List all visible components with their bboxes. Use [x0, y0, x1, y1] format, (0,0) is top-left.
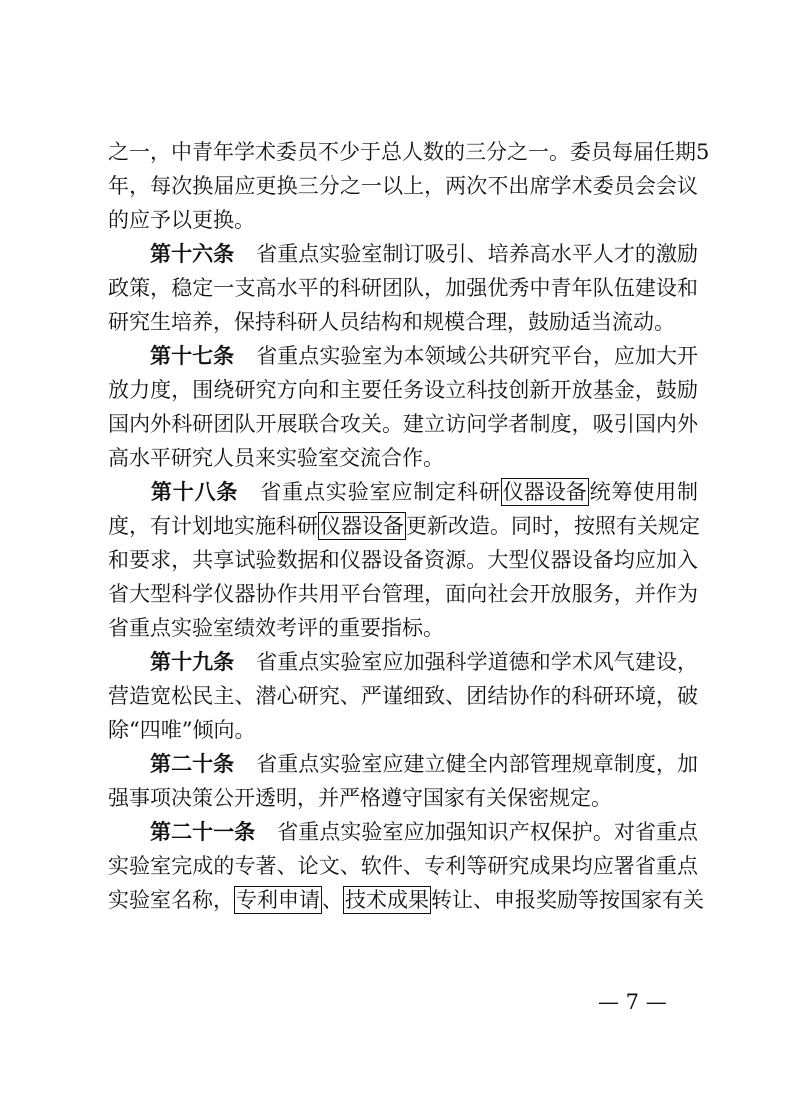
article-20-line: [108, 747, 698, 781]
text-line: [108, 135, 710, 169]
line-text: 省重点实验室应建立健全内部管理规章制度，加: [256, 752, 699, 776]
document-body: [108, 135, 710, 917]
text-line: [108, 543, 698, 577]
text-line: [108, 203, 698, 237]
text-line: [108, 271, 698, 305]
article-19-line: [108, 645, 698, 679]
line-text: 度，有计划地实施科研: [108, 514, 318, 538]
text-line: [108, 883, 704, 917]
line-text: 之一，中青年学术委员不少于总人数的三分之一。委员每届任期5: [108, 140, 710, 164]
line-text: 省重点实验室为本领域公共研究平台，应加大开: [256, 344, 699, 368]
boxed-term: 仪器设备: [502, 480, 587, 504]
line-text: 实验室完成的专著、论文、软件、专利等研究成果均应署省重点: [108, 854, 698, 878]
line-text: 研究生培养，保持科研人员结构和规模合理，鼓励适当流动。: [108, 310, 675, 334]
text-line: [108, 441, 698, 475]
line-text: 营造宽松民主、潜心研究、严谨细致、团结协作的科研环境，破: [108, 684, 698, 708]
line-text: 实验室名称，: [108, 888, 234, 912]
line-text: 年，每次换届应更换三分之一以上，两次不出席学术委员会会议: [108, 174, 698, 198]
line-text: 国内外科研团队开展联合攻关。建立访问学者制度，吸引国内外: [108, 412, 698, 436]
article-heading: 第二十条: [150, 752, 235, 776]
text-line: [108, 305, 698, 339]
line-text: 和要求，共享试验数据和仪器设备资源。大型仪器设备均应加入: [108, 548, 698, 572]
article-heading: 第十七条: [150, 344, 235, 368]
article-21-line: [108, 815, 698, 849]
article-18-line: [108, 475, 698, 509]
boxed-term: 专利申请: [236, 888, 320, 912]
article-16-line: [108, 237, 698, 271]
line-text: 省重点实验室应加强知识产权保护。对省重点: [277, 820, 699, 844]
article-heading: 第十九条: [150, 650, 235, 674]
article-heading: 第十六条: [150, 242, 235, 266]
text-line: [108, 373, 698, 407]
line-text: 更新改造。同时，按照有关规定: [406, 514, 700, 538]
text-line: [108, 781, 698, 815]
line-text: 省重点实验室应加强科学道德和学术风气建设，: [256, 650, 699, 674]
line-text: 高水平研究人员来实验室交流合作。: [108, 446, 444, 470]
text-line: [108, 679, 698, 713]
text-line: [108, 849, 698, 883]
boxed-term: 仪器设备: [320, 514, 404, 538]
line-text: 统筹使用制: [588, 480, 699, 504]
text-line: [108, 577, 698, 611]
line-text: 省重点实验室制订吸引、培养高水平人才的激励: [256, 242, 699, 266]
line-text: 强事项决策公开透明，并严格遵守国家有关保密规定。: [108, 786, 612, 810]
text-line: [108, 509, 698, 543]
line-text: 转让、申报奖励等按国家有关: [431, 888, 704, 912]
line-text: 、: [322, 888, 343, 912]
line-text: 政策，稳定一支高水平的科研团队，加强优秀中青年队伍建设和: [108, 276, 698, 300]
text-line: [108, 407, 698, 441]
article-17-line: [108, 339, 698, 373]
article-heading: 第十八条: [150, 480, 239, 504]
text-line: [108, 611, 698, 645]
line-text: 的应予以更换。: [108, 208, 255, 232]
text-line: [108, 713, 698, 747]
boxed-term: 技术成果: [345, 888, 429, 912]
line-text: 省重点实验室绩效考评的重要指标。: [108, 616, 444, 640]
page-number: — 7 —: [598, 990, 667, 1014]
line-text: 省大型科学仪器协作共用平台管理，面向社会开放服务，并作为: [108, 582, 698, 606]
article-heading: 第二十一条: [150, 820, 256, 844]
line-text: 省重点实验室应制定科研: [260, 480, 501, 504]
text-line: [108, 169, 698, 203]
line-text: 放力度，围绕研究方向和主要任务设立科技创新开放基金，鼓励: [108, 378, 698, 402]
line-text: 除“四唯”倾向。: [108, 718, 256, 742]
